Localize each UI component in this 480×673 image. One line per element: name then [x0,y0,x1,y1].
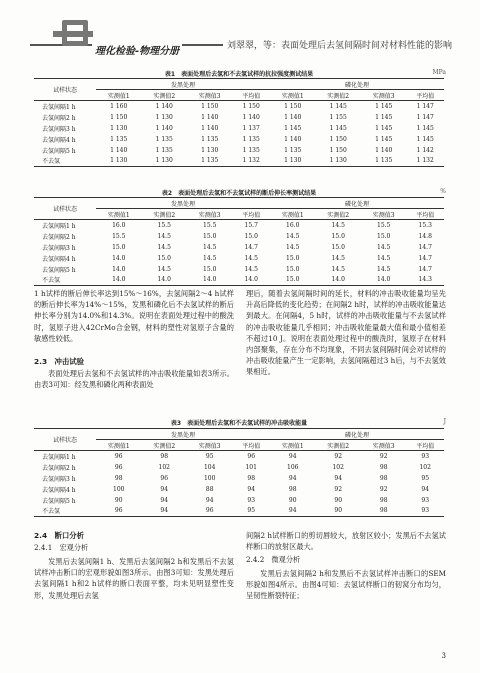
table-cell: 100 [203,474,216,482]
table2-group2: 磷化处理 [270,198,444,209]
table-cell: 95 [421,474,430,482]
table-cell: 98 [361,506,406,517]
table-row [34,264,444,275]
table-cell: 104 [203,463,216,471]
table-cell: 14.0 [187,275,232,286]
table3-subheader: 实测值3 [187,440,232,451]
table-cell: 100 [113,485,125,493]
table-cell: 102 [419,463,431,471]
table-row [34,231,444,242]
table1-subheader: 实测值2 [141,90,186,101]
table3-subheader: 平均值 [232,440,270,451]
table-cell: 1 142 [416,146,434,154]
table-cell: 1 132 [406,156,444,167]
table-cell: 14.0 [112,254,126,262]
table2-subheader: 实测值3 [187,209,232,220]
table2-group1: 发黑处理 [96,198,270,209]
table-cell: 1 135 [242,146,260,154]
table-cell: 1 150 [110,113,128,121]
row-label: 去氢间隔5 h [42,266,76,274]
table-cell: 14.3 [406,275,444,286]
table-cell: 14.0 [112,265,126,273]
table-cell: 88 [205,485,214,493]
table-cell: 14.5 [331,265,345,273]
table-row [34,506,444,517]
table-cell: 15.7 [244,221,258,229]
table-cell: 15.5 [112,232,126,240]
table-cell: 1 140 [375,146,393,154]
table-cell: 1 140 [110,146,128,154]
paragraph-right-1: 理后，随着去氢间隔时间的延长，材料的冲击吸收能量均呈先升高后降低的变化趋势；在间隔2 h时，试样的冲击吸收能量达到最大。在间隔4，5 h时，试样的冲击吸收能量与不去氢试样的冲击吸收能量几乎相同；冲击吸收能量最大值和最小值相差不超过10 J。说明在表面处理过程中的酸洗时，氢原子在材料内部聚集，存在分布不均现象，不同去氢间隔时间会对试样的冲击吸收能量产生一定影响，去氢间隔超过3 h后，与不去氢效果相近。 [246,289,446,377]
table-cell: 14.0 [232,275,270,286]
table-row [34,462,444,473]
table3-subheader: 实测值2 [315,440,360,451]
table-row [34,220,444,231]
table-cell: 90 [288,496,297,504]
table-cell: 1 135 [242,135,260,143]
table-cell: 14.7 [244,243,258,251]
table-cell: 1 130 [201,146,219,154]
table-cell: 90 [114,496,123,504]
table-cell: 1 145 [416,135,434,143]
table-row [34,495,444,506]
table-cell: 1 145 [375,124,393,132]
table-cell: 90 [315,506,360,517]
table3-subheader: 实测值2 [141,440,186,451]
table-cell: 94 [421,485,430,493]
table-cell: 14.7 [418,254,432,262]
table-cell: 1 135 [361,156,406,167]
running-head: 刘翠翠，等：表面处理后去氢间隔时间对材料性能的影响 [223,38,452,51]
table-cell: 14.0 [141,275,186,286]
table1-subheader: 实测值1 [270,90,315,101]
table1-unit: MPa [432,69,446,76]
table-cell: 15.0 [203,265,217,273]
table-cell: 1 140 [201,113,219,121]
table-cell: 98 [379,463,388,471]
table-cell: 1 140 [201,124,219,132]
table-row [34,134,444,145]
table-cell: 94 [270,506,315,517]
row-label: 去氢间隔3 h [42,244,76,252]
table-cell: 1 145 [375,135,393,143]
table-cell: 95 [232,506,270,517]
table-cell: 15.0 [203,232,217,240]
table-cell: 1 130 [155,113,173,121]
table-cell: 15.5 [377,221,391,229]
table-cell: 102 [158,463,170,471]
row-label: 去氢间隔1 h [42,103,76,111]
table-cell: 14.0 [315,275,360,286]
table1-subheader: 实测值3 [187,90,232,101]
table3-group2: 磷化处理 [270,429,444,440]
table3-subheader: 实测值1 [96,440,141,451]
row-label: 去氢间隔2 h [42,464,76,472]
table-cell: 1 147 [416,113,434,121]
table-row [34,156,444,167]
table-cell: 95 [205,452,214,460]
table-cell: 1 145 [329,102,347,110]
table-cell: 1 145 [416,124,434,132]
table-row [34,473,444,484]
table-row [34,484,444,495]
table-cell: 94 [288,474,297,482]
table2-unit: % [440,188,446,195]
table-cell: 1 140 [284,113,302,121]
table-cell: 93 [406,506,444,517]
table-cell: 1 150 [242,102,260,110]
table-cell: 14.5 [377,254,391,262]
row-label: 去氢间隔4 h [42,136,76,144]
row-label: 去氢间隔5 h [42,147,76,155]
table3-subheader: 平均值 [406,440,444,451]
section-2-4-2-heading: 2.4.2 微观分析 [246,555,301,564]
section-2-4-heading: 2.4 断口分析 [34,531,85,540]
page-header [0,0,480,58]
table-cell: 1 150 [329,135,347,143]
table2-subheader: 实测值3 [361,209,406,220]
table-cell: 15.0 [286,265,300,273]
table-cell: 96 [187,506,232,517]
row-label: 去氢间隔1 h [42,453,76,461]
row-label: 去氢间隔2 h [42,114,76,122]
table-row [34,275,444,286]
table-cell: 1 135 [187,156,232,167]
table-cell: 14.5 [157,243,171,251]
table-cell: 14.5 [377,243,391,251]
table-cell: 1 145 [329,124,347,132]
table1-col-state: 试样状态 [34,79,96,101]
journal-name: 理化检验-物理分册 [92,42,182,57]
table3 [34,428,444,517]
table-cell: 15.0 [157,254,171,262]
table-cell: 1 145 [375,102,393,110]
table-cell: 1 145 [375,113,393,121]
row-label: 去氢间隔4 h [42,255,76,263]
table-cell: 94 [334,474,343,482]
table1-subheader: 平均值 [232,90,270,101]
table-cell: 96 [160,474,169,482]
paragraph-right-3: 发黑后去氢间隔2 h和发黑后不去氢试样冲击断口的SEM形貌如图4所示。由图4可知：去氢试样断口的韧窝分布均匀，呈韧性断裂特征； [246,569,446,601]
table-cell: 15.0 [331,243,345,251]
journal-logo-icon [62,20,88,46]
table1-subheader: 实测值2 [315,90,360,101]
table-cell: 15.0 [377,232,391,240]
table-row [34,112,444,123]
table-cell: 1 137 [242,124,260,132]
table-cell: 1 140 [155,102,173,110]
table-row [34,145,444,156]
paragraph-left-1: 1 h试样的断后伸长率达到15%～16%，去氢间隔2～4 h试样的断后伸长率为14%～15%，发黑和磷化后不去氢试样的断后伸长率分别为14.0%和14.3%。说明在表面处理过程中的酸洗时，氢原子进入42CrMo合金钢，材料的塑性对氢原子含量的敏感性较低。 [34,289,234,343]
row-label: 去氢间隔2 h [42,233,76,241]
table-cell: 1 132 [232,156,270,167]
table-row [34,101,444,112]
table-cell: 14.5 [157,232,171,240]
table-row [34,253,444,264]
table-cell: 94 [160,496,169,504]
table-cell: 98 [379,496,388,504]
table-cell: 14.7 [418,265,432,273]
table-cell: 90 [334,496,343,504]
paragraph-right-2: 间隔2 h试样断口的剪切唇较大，放射区较小；发黑后不去氢试样断口的放射区最大。 [246,531,446,552]
table-cell: 15.5 [157,221,171,229]
table3-subheader: 实测值1 [270,440,315,451]
table-cell: 15.3 [418,221,432,229]
row-label: 去氢间隔3 h [42,475,76,483]
table1-group2: 磷化处理 [270,79,444,90]
table-cell: 93 [421,452,430,460]
table-cell: 98 [288,485,297,493]
table1-subheader: 实测值1 [96,90,141,101]
table-cell: 1 130 [141,156,186,167]
table-cell: 14.8 [418,232,432,240]
table1-subheader: 平均值 [406,90,444,101]
page-number: 3 [441,652,446,660]
table-cell: 98 [160,452,169,460]
row-label: 不去氢 [34,275,96,286]
table3-group1: 发黑处理 [96,429,270,440]
table3-col-state: 试样状态 [34,429,96,451]
table-cell: 92 [379,452,388,460]
table-cell: 93 [421,496,430,504]
table1-caption: 表1 表面处理后去氢和不去氢试样的抗拉强度测试结果 [164,71,314,78]
table3-subheader: 实测值3 [361,440,406,451]
table-cell: 15.0 [270,275,315,286]
table-row [34,123,444,134]
table-cell: 14.5 [331,221,345,229]
table3-unit: J [443,418,446,425]
table1-subheader: 实测值3 [361,90,406,101]
table-cell: 15.0 [286,254,300,262]
table-cell: 1 145 [284,124,302,132]
table-row [34,451,444,462]
table2-subheader: 实测值1 [270,209,315,220]
table-cell: 94 [247,485,256,493]
table-cell: 14.0 [96,275,141,286]
table-cell: 1 130 [270,156,315,167]
table-cell: 14.5 [286,243,300,251]
row-label: 去氢间隔5 h [42,497,76,505]
table-cell: 98 [247,474,256,482]
table-cell: 15.0 [331,232,345,240]
table-cell: 1 135 [284,146,302,154]
row-label: 不去氢 [34,156,96,167]
table-cell: 96 [114,463,123,471]
table-cell: 93 [247,496,256,504]
table-cell: 14.7 [418,243,432,251]
table2-caption: 表2 表面处理后去氢和不去氢试样的断后伸长率测试结果 [161,190,317,197]
table-cell: 14.5 [244,265,258,273]
table2-subheader: 实测值1 [96,209,141,220]
section-2-4-1-heading: 2.4.1 宏观分析 [34,543,89,552]
table-cell: 1 135 [155,135,173,143]
table-cell: 14.5 [203,254,217,262]
table-cell: 14.0 [361,275,406,286]
table2-subheader: 平均值 [406,209,444,220]
table-cell: 1 150 [284,102,302,110]
table-cell: 1 160 [110,102,128,110]
table-row [34,242,444,253]
paragraph-left-3: 发黑后去氢间隔1 h、发黑后去氢间隔2 h和发黑后不去氢试样冲击断口的宏观形貌如图3所示。由图3可知：发黑处理后去氢间隔1 h和2 h试样的断口表面平整，均未见明显塑性变形，发黑处理后去氢 [34,557,234,600]
table-cell: 15.0 [112,243,126,251]
table-cell: 96 [96,506,141,517]
row-label: 去氢间隔4 h [42,486,76,494]
table-cell: 15.5 [203,221,217,229]
table-cell: 1 130 [110,124,128,132]
table-cell: 92 [334,485,343,493]
paragraph-left-2: 表面处理后去氢和不去氢试样的冲击吸收能量如表3所示。由表3可知：经发黑和磷化两种表面处 [34,369,234,390]
table-cell: 1 147 [416,102,434,110]
row-label: 不去氢 [34,506,96,517]
table-cell: 106 [287,463,299,471]
table-cell: 98 [114,474,123,482]
table-cell: 102 [332,463,344,471]
table-cell: 1 135 [155,146,173,154]
table-cell: 94 [288,452,297,460]
table-cell: 94 [205,496,214,504]
table-cell: 96 [114,452,123,460]
table2-subheader: 平均值 [232,209,270,220]
table-cell: 1 135 [201,135,219,143]
table-cell: 1 140 [242,113,260,121]
table-cell: 101 [245,463,257,471]
table-cell: 1 130 [315,156,360,167]
table-cell: 14.5 [244,254,258,262]
table-cell: 14.5 [286,232,300,240]
table-cell: 16.0 [112,221,126,229]
table-cell: 15.0 [244,232,258,240]
table-cell: 1 135 [110,135,128,143]
table-cell: 16.0 [286,221,300,229]
table3-caption: 表3 表面处理后去氢和不去氢试样的冲击吸收能量 [170,420,308,427]
table2 [34,197,444,286]
table-cell: 1 150 [329,146,347,154]
section-2-3-heading: 2.3 冲击试验 [34,357,85,366]
table-cell: 96 [247,452,256,460]
table-cell: 98 [379,474,388,482]
table1-group1: 发黑处理 [96,79,270,90]
table2-subheader: 实测值2 [315,209,360,220]
table-cell: 1 140 [155,124,173,132]
table-cell: 1 140 [284,135,302,143]
table-cell: 14.5 [331,254,345,262]
table-cell: 14.5 [157,265,171,273]
table-cell: 92 [379,485,388,493]
table1 [34,78,444,167]
row-label: 去氢间隔3 h [42,125,76,133]
table2-col-state: 试样状态 [34,198,96,220]
table-cell: 1 150 [201,102,219,110]
table-cell: 1 130 [96,156,141,167]
table-cell: 94 [160,485,169,493]
table-cell: 1 155 [329,113,347,121]
table-cell: 94 [141,506,186,517]
table-cell: 14.5 [377,265,391,273]
table2-subheader: 实测值2 [141,209,186,220]
table-cell: 14.5 [203,243,217,251]
row-label: 去氢间隔1 h [42,222,76,230]
table-cell: 92 [334,452,343,460]
